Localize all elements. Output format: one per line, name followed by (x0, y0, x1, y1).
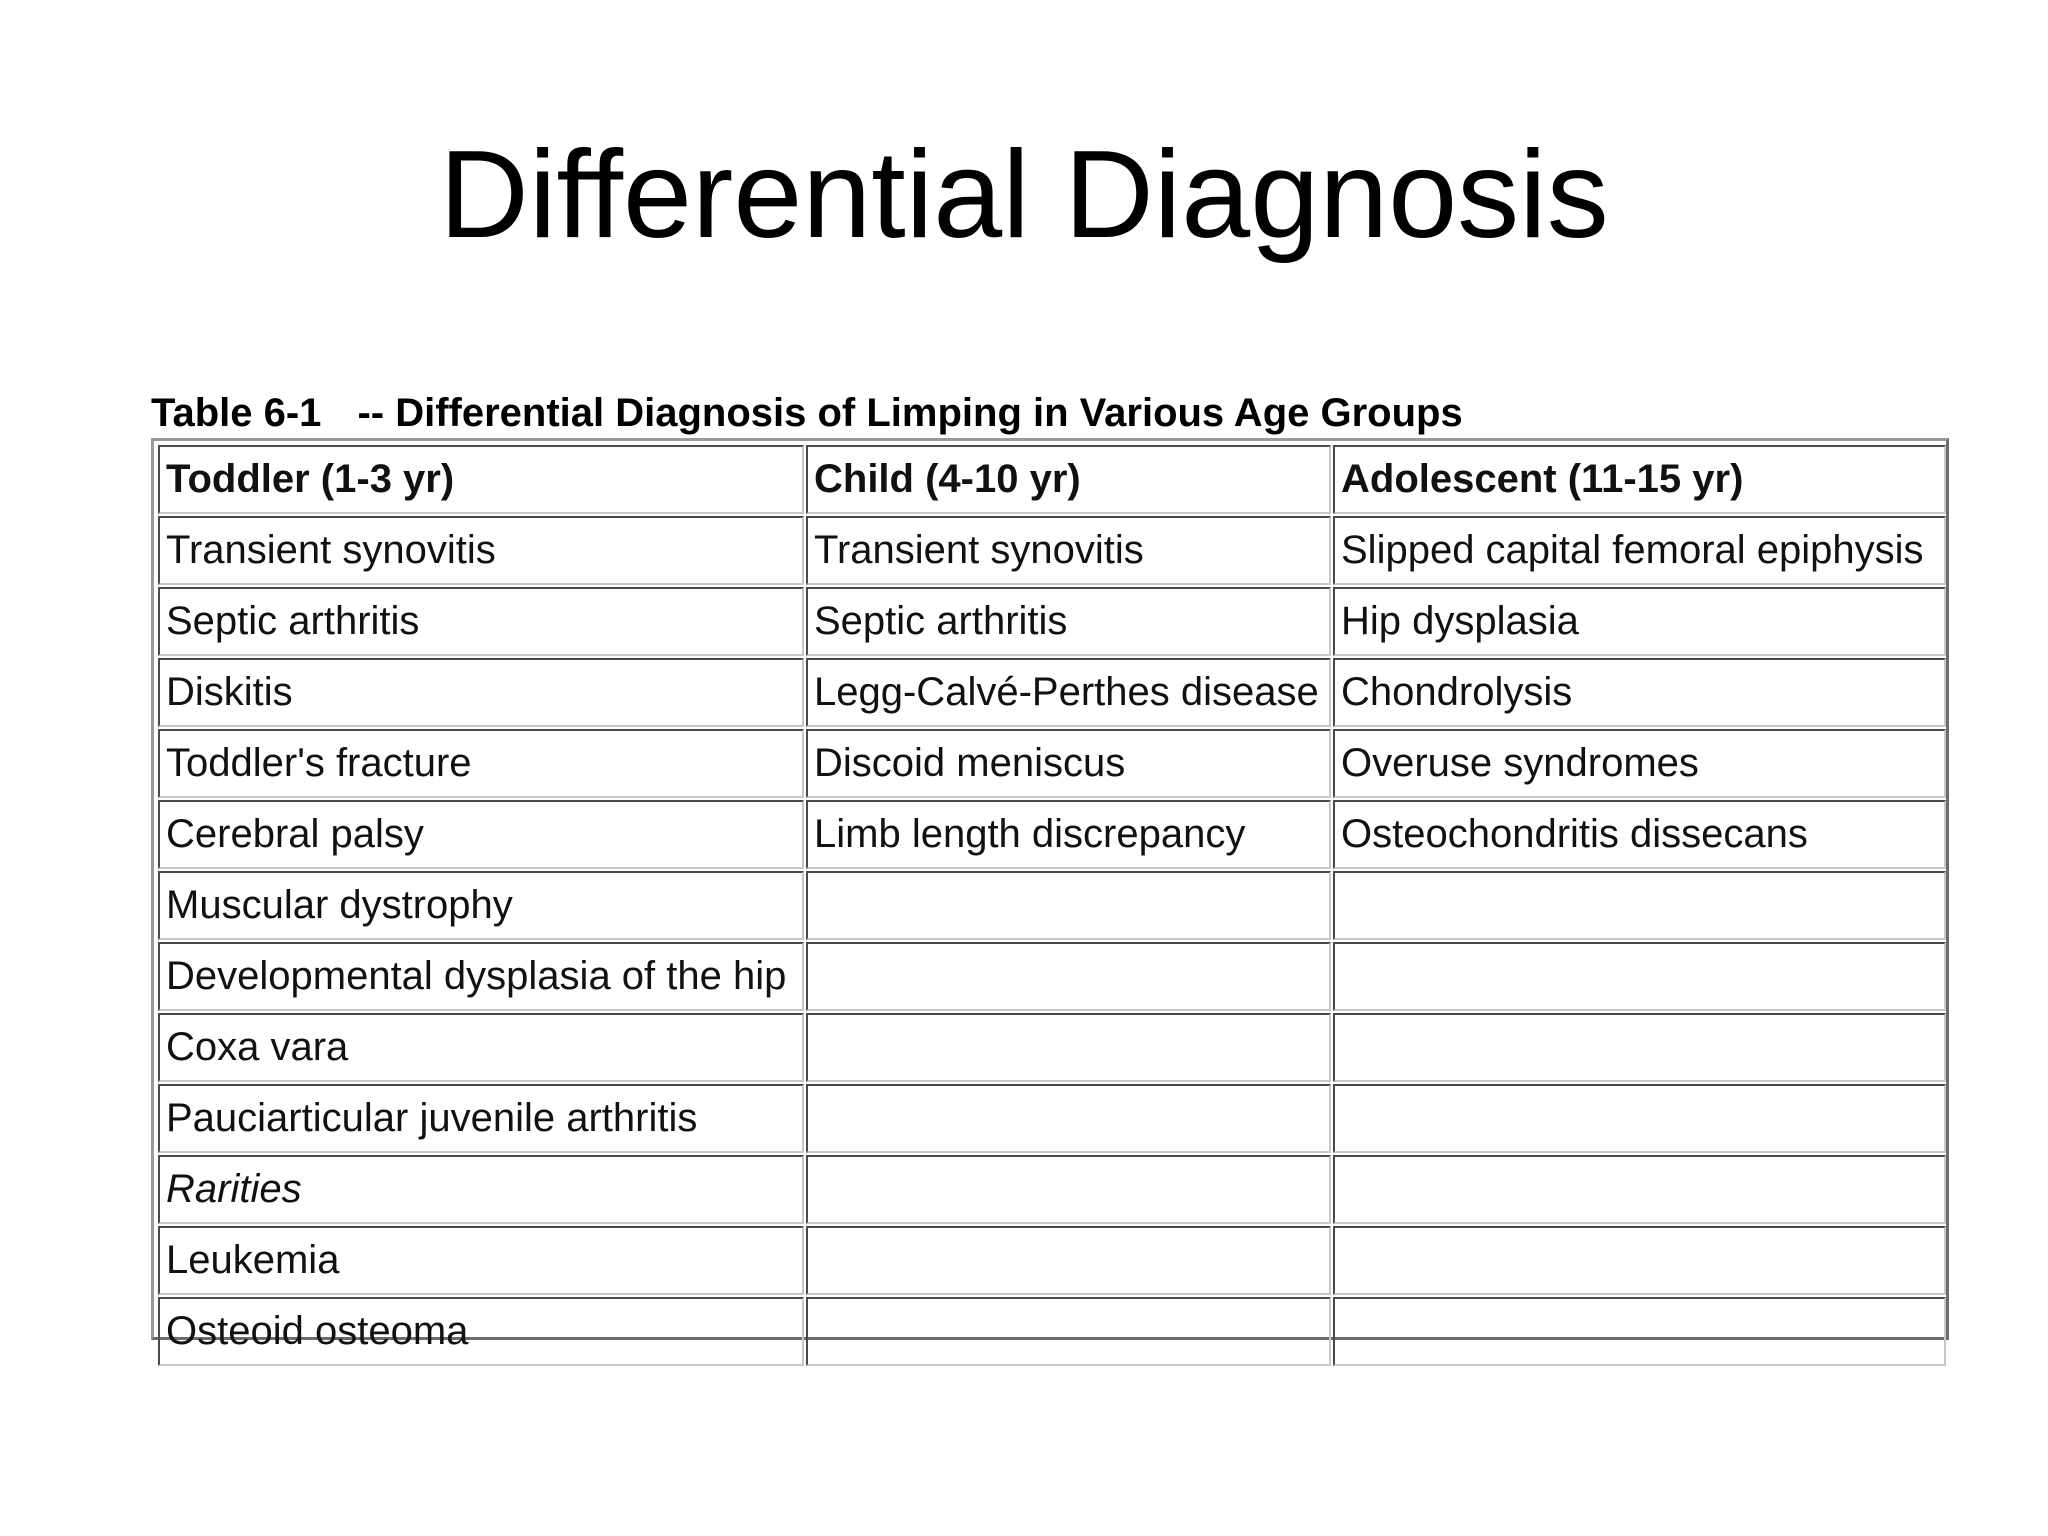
table-cell-toddler: Coxa vara (158, 1013, 804, 1082)
table-cell-toddler: Osteoid osteoma (158, 1297, 804, 1366)
table-frame (151, 438, 1949, 1353)
table-row (158, 1155, 1946, 1224)
table-cell-adolescent (1333, 871, 1946, 940)
table-cell-child: Limb length discrepancy (806, 800, 1331, 869)
table-cell-child: Discoid meniscus (806, 729, 1331, 798)
table-row (158, 942, 1946, 1011)
table-cell-child (806, 871, 1331, 940)
table-cell-toddler: Septic arthritis (158, 587, 804, 656)
table-cell-toddler: Cerebral palsy (158, 800, 804, 869)
table-cell-child (806, 1226, 1331, 1295)
table-cell-adolescent (1333, 1084, 1946, 1153)
table-cell-adolescent (1333, 1013, 1946, 1082)
table-cell-child (806, 1013, 1331, 1082)
table-caption-label: Table 6-1 (151, 391, 322, 435)
header-child: Child (4-10 yr) (806, 445, 1331, 514)
table-cell-child (806, 942, 1331, 1011)
table-cell-child (806, 1155, 1331, 1224)
table-cell-adolescent: Osteochondritis dissecans (1333, 800, 1946, 869)
table-cell-child: Septic arthritis (806, 587, 1331, 656)
table-caption (151, 388, 1463, 438)
table-cell-toddler: Muscular dystrophy (158, 871, 804, 940)
table-row (158, 1297, 1946, 1366)
table-cell-adolescent (1333, 1226, 1946, 1295)
table-cell-child (806, 1084, 1331, 1153)
table-cell-toddler: Pauciarticular juvenile arthritis (158, 1084, 804, 1153)
table-row (158, 1226, 1946, 1295)
table-row (158, 800, 1946, 869)
table-cell-child (806, 1297, 1331, 1366)
table-cell-adolescent (1333, 1155, 1946, 1224)
table-header-row (158, 445, 1946, 514)
table-cell-adolescent: Hip dysplasia (1333, 587, 1946, 656)
table-cell-adolescent (1333, 1297, 1946, 1366)
table-caption-text: -- Differential Diagnosis of Limping in Various Age Groups (357, 391, 1463, 435)
table-cell-child: Transient synovitis (806, 516, 1331, 585)
table-row (158, 1013, 1946, 1082)
header-toddler: Toddler (1-3 yr) (158, 445, 804, 514)
table-cell-adolescent (1333, 942, 1946, 1011)
table-cell-toddler: Developmental dysplasia of the hip (158, 942, 804, 1011)
table-row (158, 871, 1946, 940)
slide-title: Differential Diagnosis (439, 126, 1609, 264)
table-cell-toddler: Rarities (158, 1155, 804, 1224)
table-cell-toddler: Leukemia (158, 1226, 804, 1295)
table-row (158, 729, 1946, 798)
table-cell-adolescent: Overuse syndromes (1333, 729, 1946, 798)
table-cell-adolescent: Chondrolysis (1333, 658, 1946, 727)
table-cell-child: Legg-Calvé-Perthes disease (806, 658, 1331, 727)
table-row (158, 587, 1946, 656)
table-row (158, 516, 1946, 585)
differential-diagnosis-table (156, 443, 1948, 1368)
table-body (158, 516, 1946, 1366)
table-cell-toddler: Diskitis (158, 658, 804, 727)
table-row (158, 1084, 1946, 1153)
table-cell-adolescent: Slipped capital femoral epiphysis (1333, 516, 1946, 585)
table-row (158, 658, 1946, 727)
table-cell-toddler: Toddler's fracture (158, 729, 804, 798)
header-adolescent: Adolescent (11-15 yr) (1333, 445, 1946, 514)
table-cell-toddler: Transient synovitis (158, 516, 804, 585)
